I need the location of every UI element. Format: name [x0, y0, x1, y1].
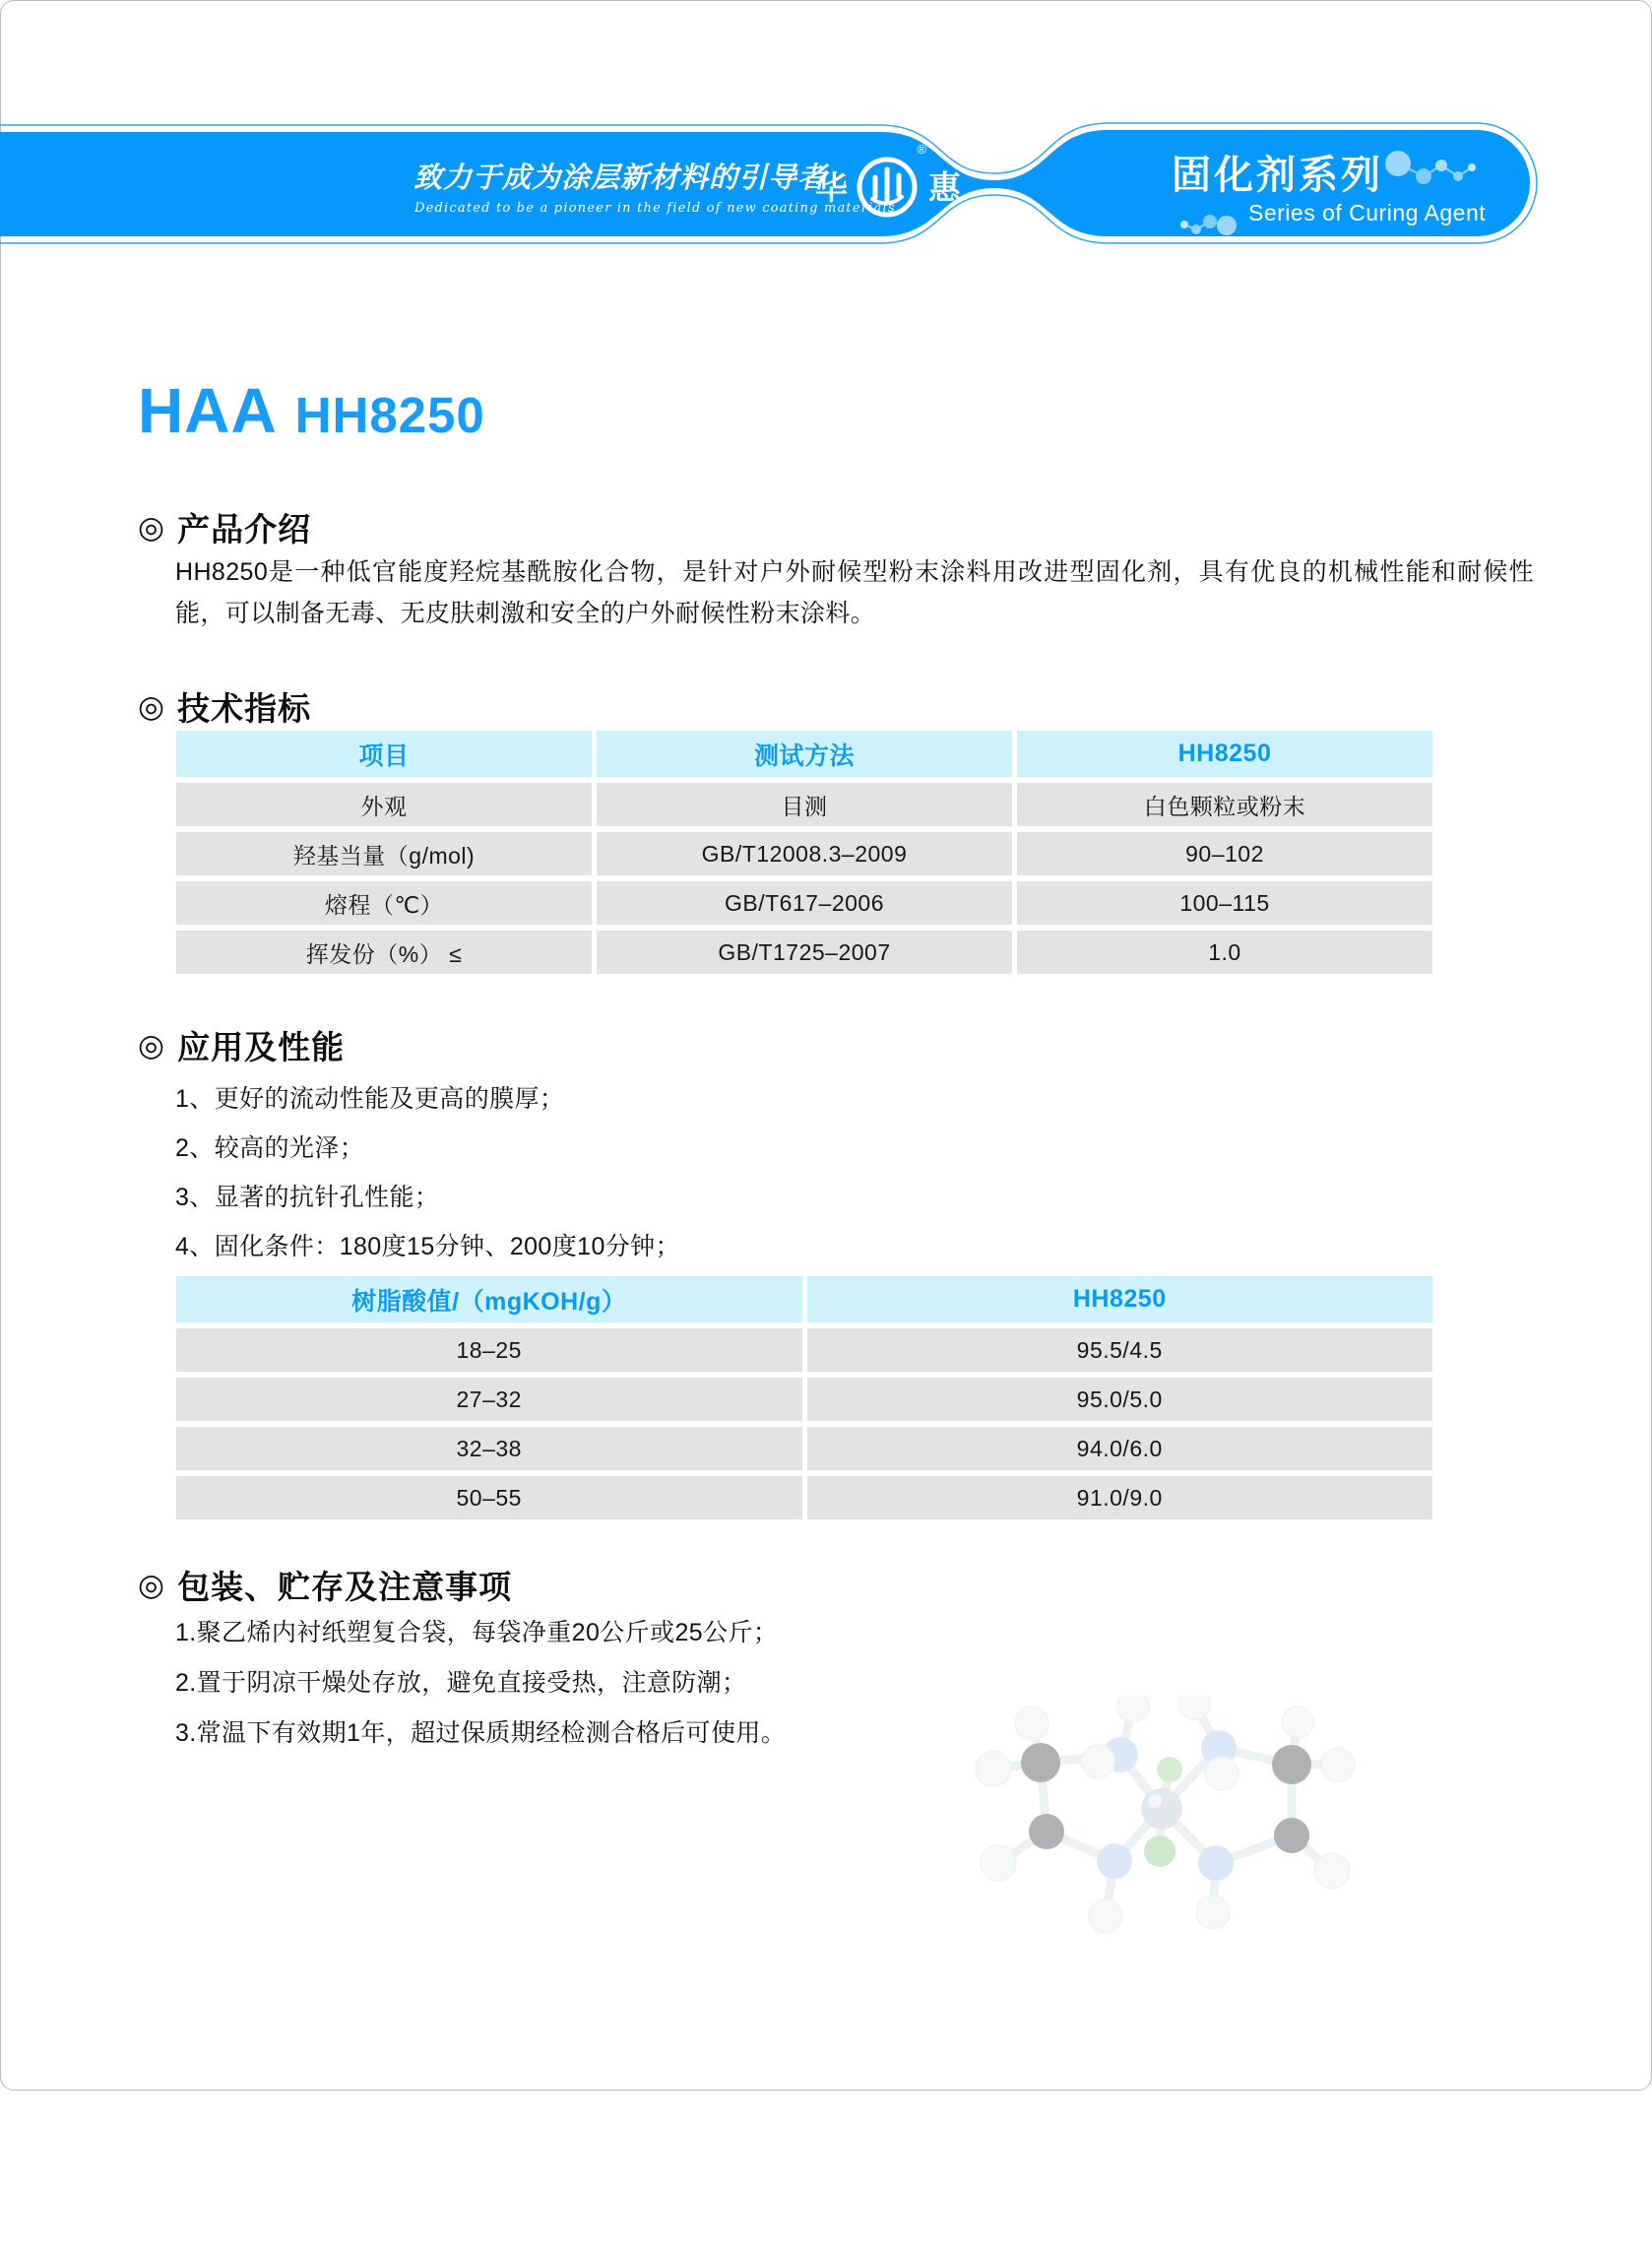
table-cell: 白色颗粒或粉末: [1017, 783, 1432, 826]
list-item: 2、较高的光泽；: [175, 1134, 365, 1162]
packaging-list: [175, 1613, 786, 1749]
list-item: 2.置于阴凉干燥处存放，避免直接受热，注意防潮；: [175, 1669, 747, 1697]
logo-emblem-icon: [852, 142, 926, 225]
dosage-col-value: HH8250: [807, 1276, 1433, 1322]
logo-char-left: 华: [815, 168, 848, 206]
table-cell: 外观: [176, 783, 592, 826]
list-item: 1、更好的流动性能及更高的膜厚；: [175, 1085, 565, 1113]
product-family: HAA: [138, 375, 278, 446]
molecule-illustration: [970, 1696, 1432, 2035]
dosage-col-acid: 树脂酸值/（mgKOH/g）: [176, 1276, 802, 1322]
table-cell: 1.0: [1017, 931, 1432, 974]
table-cell: 95.0/5.0: [807, 1378, 1433, 1421]
section-bullet-icon: ◎: [138, 1028, 165, 1063]
list-item: 4、固化条件：180度15分钟、200度10分钟；: [175, 1233, 680, 1260]
table-cell: 羟基当量（g/mol): [176, 832, 592, 875]
table-cell: 95.5/4.5: [807, 1328, 1433, 1372]
section-bullet-icon: ◎: [138, 1568, 165, 1602]
table-cell: 熔程（℃）: [176, 881, 592, 925]
table-cell: 100–115: [1017, 881, 1432, 925]
table-cell: 32–38: [176, 1427, 802, 1470]
table-cell: 50–55: [176, 1476, 802, 1519]
section-heading-packaging: [138, 1562, 512, 1608]
table-cell: GB/T1725–2007: [597, 931, 1012, 974]
specs-col-item: 项目: [176, 731, 592, 777]
list-item: 1.聚乙烯内衬纸塑复合袋，每袋净重20公斤或25公斤；: [175, 1619, 779, 1646]
page-title: [138, 374, 485, 447]
dosage-table: [176, 1276, 1432, 1519]
section-heading-label: 应用及性能: [177, 1029, 346, 1065]
table-cell: 94.0/6.0: [807, 1427, 1433, 1470]
table-cell: GB/T617–2006: [597, 881, 1012, 925]
section-bullet-icon: ◎: [138, 689, 165, 724]
company-logo: [815, 144, 961, 226]
series-subtitle: Series of Curing Agent: [1248, 200, 1487, 226]
specs-col-method: 测试方法: [597, 731, 1012, 777]
section-heading-application: [138, 1022, 345, 1068]
section-heading-label: 包装、贮存及注意事项: [177, 1569, 513, 1605]
specs-col-value: HH8250: [1017, 731, 1432, 777]
section-heading-label: 技术指标: [177, 690, 312, 727]
intro-paragraph: HH8250是一种低官能度羟烷基酰胺化合物，是针对户外耐候型粉末涂料用改进型固化剂，具有优良的机械性能和耐候性能，可以制备无毒、无皮肤刺激和安全的户外耐候性粉末涂料。: [175, 558, 1534, 627]
specs-table: [176, 731, 1432, 974]
table-cell: 27–32: [176, 1378, 802, 1421]
series-title: 固化剂系列: [1172, 154, 1383, 197]
list-item: 3.常温下有效期1年，超过保质期经检测合格后可使用。: [175, 1719, 787, 1747]
section-heading-intro: [138, 504, 311, 550]
table-cell: 90–102: [1017, 832, 1432, 875]
product-model: HH8250: [294, 387, 485, 443]
registered-mark: ®: [917, 142, 926, 157]
table-cell: GB/T12008.3–2009: [597, 832, 1012, 875]
table-cell: 挥发份（%） ≤: [176, 931, 592, 974]
list-item: 3、显著的抗针孔性能；: [175, 1184, 440, 1211]
molecule-dots-icon: [1382, 146, 1491, 195]
slogan-english: Dedicated to be a pioneer in the field of new coating materials.: [414, 201, 902, 216]
section-heading-specs: [138, 683, 311, 730]
logo-char-right: 惠: [928, 168, 961, 206]
molecule-dots-icon: [1177, 197, 1242, 238]
table-cell: 目测: [597, 783, 1012, 826]
slogan-chinese: 致力于成为涂层新材料的引导者: [413, 161, 828, 194]
section-bullet-icon: ◎: [138, 510, 165, 545]
table-cell: 18–25: [176, 1328, 802, 1372]
table-cell: 91.0/9.0: [807, 1476, 1433, 1519]
section-heading-label: 产品介绍: [177, 511, 312, 548]
